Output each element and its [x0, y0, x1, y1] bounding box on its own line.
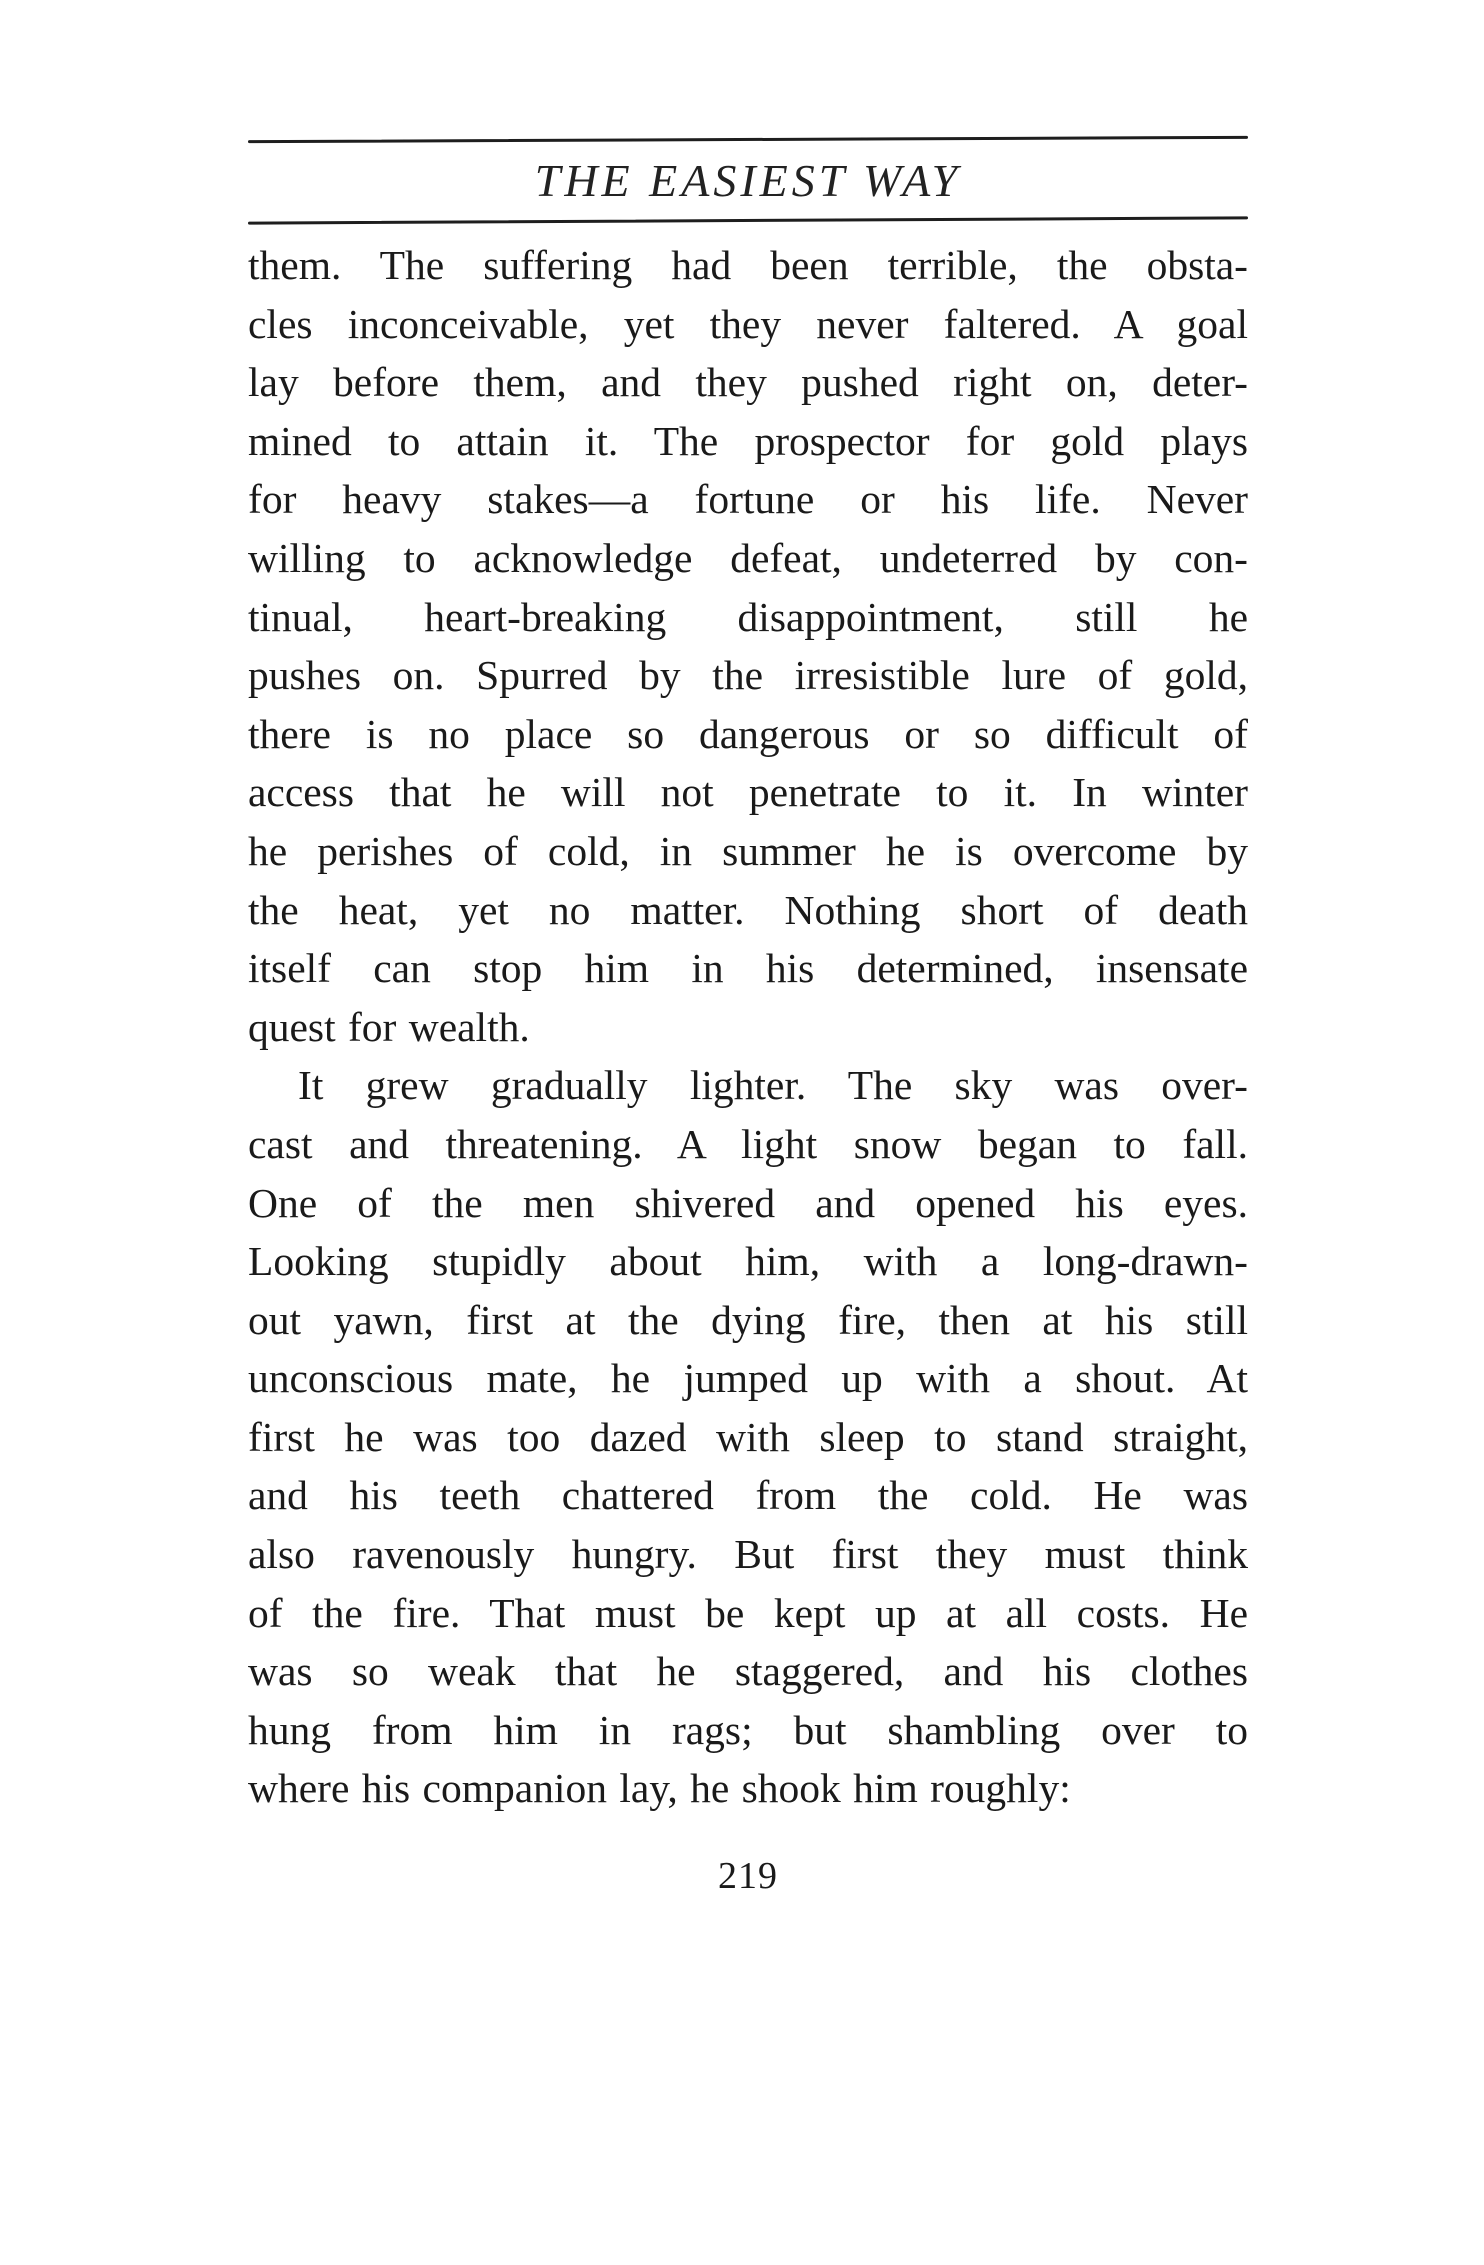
text-line: tinual, heart-breaking disappointment, still he [248, 593, 1248, 640]
text-line: Looking stupidly about him, with a long-drawn- [248, 1238, 1248, 1285]
text-line: unconscious mate, he jumped up with a shout. At [248, 1355, 1248, 1402]
paragraph-2 [248, 1056, 1248, 1818]
text-line: and his teeth chattered from the cold. He was [248, 1472, 1248, 1519]
text-line: there is no place so dangerous or so difficult of [248, 710, 1248, 757]
text-line: cles inconceivable, yet they never faltered. A goal [248, 300, 1248, 347]
text-line: quest for wealth. [248, 1003, 530, 1050]
text-line: hung from him in rags; but shambling over to [248, 1706, 1248, 1753]
text-line: them. The suffering had been terrible, the obsta- [248, 242, 1248, 288]
text-line: access that he will not penetrate to it. In winter [248, 769, 1248, 816]
text-line: mined to attain it. The prospector for gold plays [248, 417, 1248, 464]
text-line: for heavy stakes—a fortune or his life. Never [248, 476, 1248, 523]
text-line: of the fire. That must be kept up at all costs. He [248, 1589, 1248, 1636]
paragraph-1 [248, 236, 1248, 1056]
text-line: One of the men shivered and opened his eyes. [248, 1179, 1248, 1226]
text-line: pushes on. Spurred by the irresistible lure of gold, [248, 652, 1248, 699]
text-line: first he was too dazed with sleep to stand straight, [248, 1413, 1248, 1460]
text-line: he perishes of cold, in summer he is overcome by [248, 827, 1248, 874]
text-line: also ravenously hungry. But first they must think [248, 1531, 1248, 1578]
running-head: THE EASIEST WAY [534, 155, 962, 206]
body-text [248, 236, 1248, 1818]
book-page [248, 130, 1248, 1898]
text-line: willing to acknowledge defeat, undeterred by con- [248, 534, 1248, 581]
text-line: cast and threatening. A light snow began to fall. [248, 1120, 1248, 1167]
text-line: lay before them, and they pushed right on, deter- [248, 359, 1248, 406]
text-line: was so weak that he staggered, and his clothes [248, 1648, 1248, 1695]
page-number: 219 [718, 1855, 778, 1898]
text-line: out yawn, first at the dying fire, then at his still [248, 1296, 1248, 1343]
text-line: the heat, yet no matter. Nothing short of death [248, 886, 1248, 933]
text-line: It grew gradually lighter. The sky was over- [298, 1062, 1248, 1109]
text-line: itself can stop him in his determined, insensate [248, 945, 1248, 992]
text-line: where his companion lay, he shook him roughly: [248, 1765, 1071, 1812]
